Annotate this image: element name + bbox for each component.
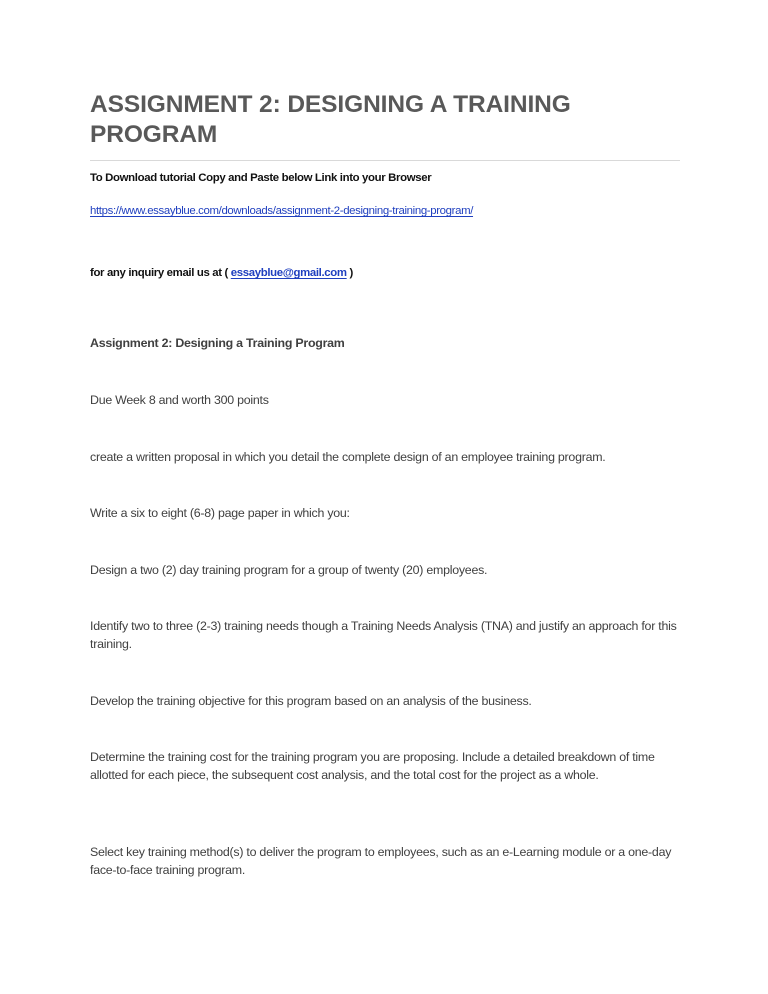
download-link[interactable]: https://www.essayblue.com/downloads/assignment-2-designing-training-program/ — [90, 205, 474, 217]
paragraph-intro: create a written proposal in which you detail the complete design of an employee training program. — [90, 450, 606, 464]
paragraph-paper-length: Write a six to eight (6-8) page paper in which you: — [90, 506, 350, 520]
paragraph-design: Design a two (2) day training program for a group of twenty (20) employees. — [90, 563, 488, 577]
inquiry-suffix: ) — [346, 267, 353, 279]
download-instruction: To Download tutorial Copy and Paste below Link into your Browser — [90, 172, 432, 184]
paragraph-method: Select key training method(s) to deliver the program to employees, such as an e-Learning module or a one-day face-to-face training program. — [90, 845, 672, 877]
title-divider — [90, 160, 680, 161]
inquiry-line — [90, 267, 353, 279]
assignment-subheading: Assignment 2: Designing a Training Program — [90, 336, 345, 350]
inquiry-email-link[interactable]: essayblue@gmail.com — [230, 267, 347, 279]
paragraph-cost: Determine the training cost for the training program you are proposing. Include a detailed breakdown of time allotted for each piece, the subsequent cost analysis, and the total cost for the project as a whole. — [90, 750, 655, 782]
document-title: ASSIGNMENT 2: DESIGNING A TRAINING PROGRAM — [90, 91, 571, 148]
paragraph-due-date: Due Week 8 and worth 300 points — [90, 393, 269, 407]
paragraph-objective: Develop the training objective for this program based on an analysis of the business. — [90, 694, 532, 708]
inquiry-prefix: for any inquiry email us at ( — [90, 267, 231, 279]
paragraph-identify: Identify two to three (2-3) training needs though a Training Needs Analysis (TNA) and justify an approach for this training. — [90, 619, 677, 651]
